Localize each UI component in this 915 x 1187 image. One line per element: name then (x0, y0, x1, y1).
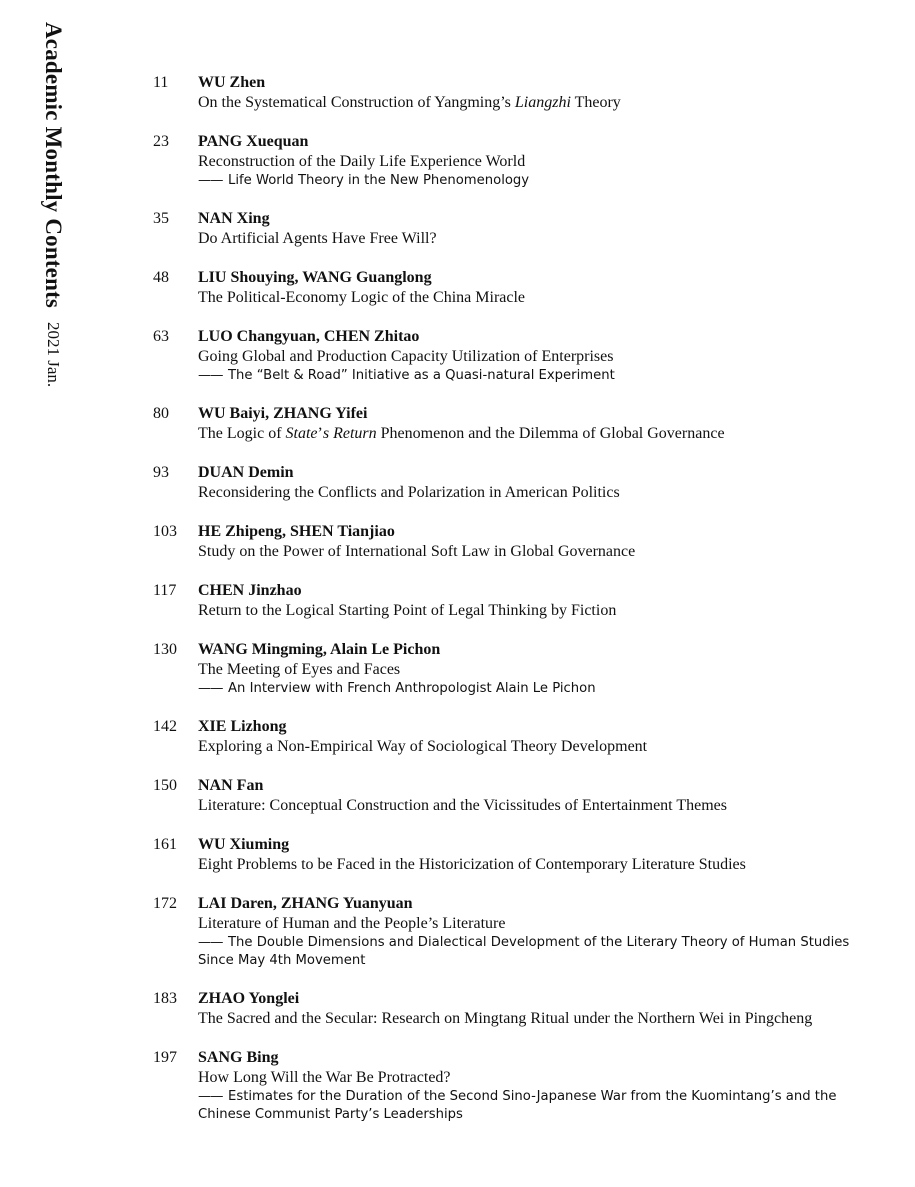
article-title-part: The Logic of (198, 425, 286, 442)
article-subtitle-text: An Interview with French Anthropologist Alain Le Pichon (228, 681, 596, 696)
article-title[interactable]: Reconstruction of the Daily Life Experience World (198, 153, 526, 170)
article-authors: WU Xiuming (198, 836, 290, 853)
toc-entry[interactable] (0, 640, 915, 698)
page-number: 103 (153, 523, 177, 540)
em-dash: —— (198, 173, 223, 188)
page-number: 23 (153, 133, 169, 150)
article-authors: DUAN Demin (198, 464, 294, 481)
article-authors: WANG Mingming, Alain Le Pichon (198, 641, 441, 658)
page-number: 93 (153, 464, 169, 481)
em-dash: —— (198, 1089, 223, 1104)
article-authors: NAN Xing (198, 210, 270, 227)
page-number: 183 (153, 990, 177, 1007)
article-title-part: Theory (570, 94, 621, 111)
page-number: 63 (153, 328, 169, 345)
toc-entry[interactable] (0, 581, 915, 621)
toc-entry[interactable] (0, 894, 915, 970)
article-title-part: Phenomenon and the Dilemma of Global Governance (376, 425, 725, 442)
article-subtitle (198, 1088, 875, 1124)
page-number: 142 (153, 718, 177, 735)
article-title[interactable]: Going Global and Production Capacity Utilization of Enterprises (198, 348, 614, 365)
article-authors: ZHAO Yonglei (198, 990, 300, 1007)
toc-entry[interactable] (0, 1048, 915, 1124)
article-title[interactable] (198, 93, 875, 113)
page-number: 172 (153, 895, 177, 912)
article-authors: NAN Fan (198, 777, 264, 794)
toc-entry[interactable] (0, 209, 915, 249)
toc-entry[interactable] (0, 268, 915, 308)
article-title[interactable]: Reconsidering the Conflicts and Polarization in American Politics (198, 484, 620, 501)
article-title-part: ’ (317, 425, 323, 442)
em-dash: —— (198, 935, 223, 950)
article-subtitle-text: Estimates for the Duration of the Second Sino-Japanese War from the Kuomintang’s and the Chinese Communist Party’s Leaderships (198, 1089, 837, 1122)
article-subtitle (198, 934, 875, 970)
toc-entry[interactable] (0, 132, 915, 190)
article-authors: LAI Daren, ZHANG Yuanyuan (198, 895, 413, 912)
toc-entry[interactable] (0, 73, 915, 113)
article-title-part: On the Systematical Construction of Yangming’s (198, 94, 515, 111)
article-authors: WU Baiyi, ZHANG Yifei (198, 405, 368, 422)
article-title[interactable] (198, 424, 875, 444)
article-authors: CHEN Jinzhao (198, 582, 302, 599)
article-title[interactable]: Eight Problems to be Faced in the Historicization of Contemporary Literature Studies (198, 856, 746, 873)
journal-title: Academic Monthly Contents (41, 22, 66, 309)
article-subtitle-text: Life World Theory in the New Phenomenology (228, 173, 530, 188)
article-title[interactable]: Literature: Conceptual Construction and the Vicissitudes of Entertainment Themes (198, 797, 727, 814)
article-title[interactable]: Return to the Logical Starting Point of Legal Thinking by Fiction (198, 602, 617, 619)
page-number: 197 (153, 1049, 177, 1066)
article-authors: HE Zhipeng, SHEN Tianjiao (198, 523, 395, 540)
page-number: 11 (153, 74, 169, 91)
page-number: 48 (153, 269, 169, 286)
issue-date: 2021 Jan. (44, 322, 63, 388)
article-authors: LIU Shouying, WANG Guanglong (198, 269, 432, 286)
page-number: 161 (153, 836, 177, 853)
table-of-contents (0, 73, 915, 1143)
toc-entry[interactable] (0, 776, 915, 816)
toc-entry[interactable] (0, 327, 915, 385)
article-title[interactable]: The Political-Economy Logic of the China Miracle (198, 289, 526, 306)
toc-entry[interactable] (0, 717, 915, 757)
page-number: 80 (153, 405, 169, 422)
em-dash: —— (198, 368, 223, 383)
article-authors: LUO Changyuan, CHEN Zhitao (198, 328, 420, 345)
toc-entry[interactable] (0, 463, 915, 503)
article-subtitle (198, 680, 875, 698)
article-authors: SANG Bing (198, 1049, 279, 1066)
toc-entry[interactable] (0, 835, 915, 875)
article-subtitle-text: The Double Dimensions and Dialectical Development of the Literary Theory of Human Studies Since May 4th Movement (198, 935, 850, 968)
article-title[interactable]: Do Artificial Agents Have Free Will? (198, 230, 437, 247)
article-authors: PANG Xuequan (198, 133, 309, 150)
toc-entry[interactable] (0, 404, 915, 444)
article-title-italic: State (285, 425, 318, 442)
article-title[interactable]: Exploring a Non-Empirical Way of Sociological Theory Development (198, 738, 648, 755)
article-title-italic: Liangzhi (514, 94, 571, 111)
page-number: 130 (153, 641, 177, 658)
em-dash: —— (198, 681, 223, 696)
toc-entry[interactable] (0, 522, 915, 562)
article-title[interactable]: The Meeting of Eyes and Faces (198, 661, 401, 678)
article-subtitle (198, 172, 875, 190)
page-number: 150 (153, 777, 177, 794)
article-title[interactable]: Study on the Power of International Soft Law in Global Governance (198, 543, 636, 560)
article-title[interactable]: How Long Will the War Be Protracted? (198, 1069, 451, 1086)
article-authors: XIE Lizhong (198, 718, 287, 735)
article-subtitle (198, 367, 875, 385)
article-title-italic: s Return (322, 425, 377, 442)
article-title[interactable]: Literature of Human and the People’s Literature (198, 915, 506, 932)
article-subtitle-text: The “Belt & Road” Initiative as a Quasi-natural Experiment (228, 368, 615, 383)
article-title[interactable]: The Sacred and the Secular: Research on Mingtang Ritual under the Northern Wei in Pingcheng (198, 1010, 813, 1027)
toc-entry[interactable] (0, 989, 915, 1029)
page-number: 35 (153, 210, 169, 227)
page-number: 117 (153, 582, 177, 599)
article-authors: WU Zhen (198, 74, 266, 91)
